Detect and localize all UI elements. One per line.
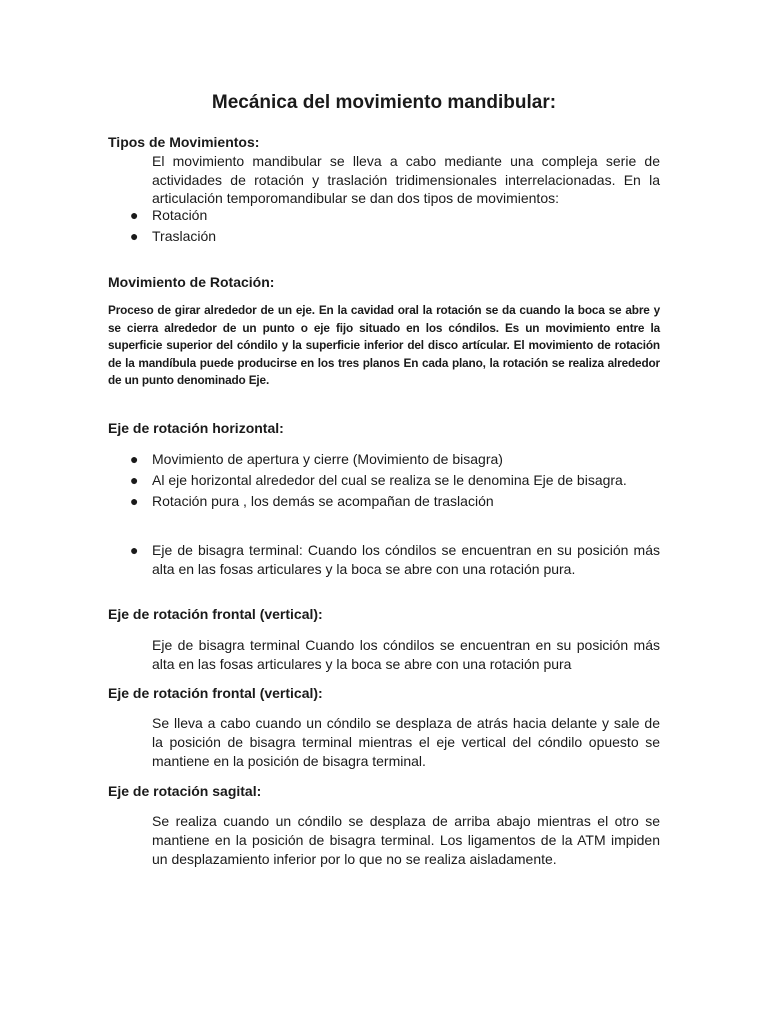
list-eje-bisagra-terminal — [130, 541, 660, 578]
heading-movimiento-rotacion: Movimiento de Rotación: — [108, 274, 275, 290]
paragraph-eje-sagital: Se realiza cuando un cóndilo se desplaza de arriba abajo mientras el otro se mantiene en la posición de bisagra terminal. Los ligamentos de la ATM impiden un desplazamiento inferior por lo que no se realiza aisladamente. — [152, 813, 660, 867]
bullet-icon: ● — [130, 542, 139, 558]
bullet-icon: ● — [130, 471, 139, 488]
list-eje-horizontal — [130, 450, 660, 511]
bullet-icon: ● — [130, 451, 139, 467]
paragraph-movimiento-rotacion: Proceso de girar alrededor de un eje. En la cavidad oral la rotación se da cuando la boca se abre y se cierra alrededor de un punto o eje fijo situado en los cóndilos. Es un movimiento entre la superficie superior del cóndilo y la superficie inferior del disco artícular. El movimiento de rotación de la mandíbula puede producirse en los tres planos En cada plano, la rotación se realiza alrededor de un punto denominado Eje. — [108, 303, 660, 387]
list-item: ● Al eje horizontal alrededor del cual se realiza se le denomina Eje de bisagra. — [130, 471, 627, 488]
bullet-icon: ● — [130, 207, 139, 223]
paragraph-tipos-movimientos: El movimiento mandibular se lleva a cabo mediante una compleja serie de actividades de rotación y traslación tridimensionales interrelacionadas. En la articulación temporomandibular se dan dos tipos de movimientos: — [152, 153, 660, 206]
bullet-icon: ● — [130, 227, 139, 244]
heading-tipos-movimientos: Tipos de Movimientos: — [108, 134, 260, 150]
heading-eje-frontal-2: Eje de rotación frontal (vertical): — [108, 685, 323, 701]
list-item: ● Rotación — [130, 207, 208, 223]
list-item: ● Eje de bisagra terminal: Cuando los cóndilos se encuentran en su posición más alta en las fosas articulares y la boca se abre con una rotación pura. — [130, 542, 660, 577]
page-title: Mecánica del movimiento mandibular: — [211, 92, 557, 113]
list-tipos-movimientos — [130, 206, 660, 245]
heading-eje-sagital: Eje de rotación sagital: — [108, 783, 262, 799]
list-item: ● Rotación pura , los demás se acompañan de traslación — [130, 493, 494, 509]
heading-eje-horizontal: Eje de rotación horizontal: — [108, 420, 284, 436]
heading-eje-frontal-1: Eje de rotación frontal (vertical): — [108, 606, 323, 622]
bullet-icon: ● — [130, 493, 139, 509]
paragraph-eje-frontal-2: Se lleva a cabo cuando un cóndilo se desplaza de atrás hacia delante y sale de la posición de bisagra terminal mientras el eje vertical del cóndilo opuesto se mantiene en la posición de bisagra terminal. — [152, 715, 660, 769]
list-item: ● Traslación — [130, 227, 217, 244]
list-item: ● Movimiento de apertura y cierre (Movimiento de bisagra) — [130, 451, 503, 467]
paragraph-eje-frontal-1: Eje de bisagra terminal Cuando los cóndilos se encuentran en su posición más alta en las fosas articulares y la boca se abre con una rotación pura — [152, 637, 660, 672]
